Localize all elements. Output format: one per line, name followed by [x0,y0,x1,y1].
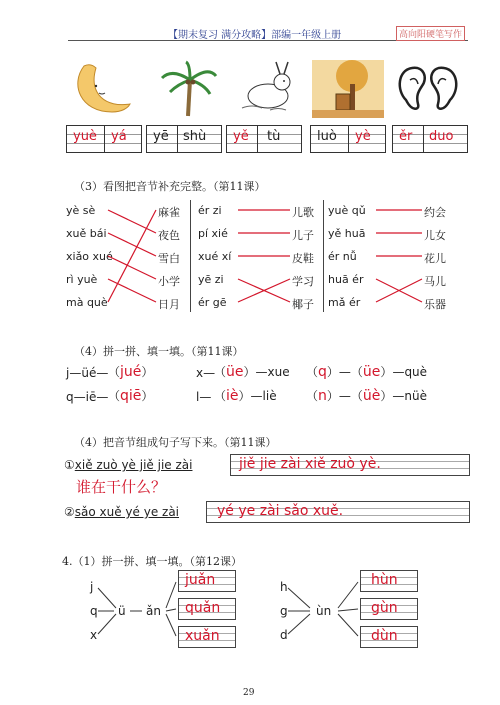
match-word: 花儿 [424,252,446,265]
sentence-answer: jiě jie zài xiě zuò yè. [239,456,381,472]
match-pinyin: xiǎo xué [66,250,113,263]
sentence-answer: yé ye zài sǎo xuě. [217,503,344,519]
pinyin-answer: yè [355,129,371,144]
match-pinyin: mà què [66,296,108,309]
answer-box: gùn [360,598,418,620]
medial: ü [118,604,126,618]
match-word: 麻雀 [158,206,180,219]
answer-box: quǎn [178,598,236,620]
match-pinyin: yuè qǔ [328,204,366,217]
match-word: 夜色 [158,229,180,242]
match-pinyin: ér nǚ [328,250,357,263]
spell-answer: q [318,364,327,380]
pinyin-given: tù [267,129,281,144]
match-pinyin: rì yuè [66,273,98,286]
match-pinyin: ér zi [198,204,222,217]
final: ǎn [146,604,161,618]
section4b-title: （4）把音节组成句子写下来。（第11课） [74,436,277,449]
handwritten-note: 谁在干什么？ [76,478,167,496]
spell-prompt: x— [196,366,216,380]
initial: h [280,580,288,594]
match-pinyin: yè sè [66,204,96,217]
answer-box: dùn [360,626,418,648]
spell-prompt: q—iē— [66,390,109,404]
match-word: 日月 [158,298,180,311]
spell-prompt: j—üé— [66,366,109,380]
section3-title: （3）看图把音节补充完整。（第11课） [74,180,266,193]
sentence-syllables: sǎo xuě yé ye zài [74,505,180,519]
match-pinyin: yē zi [198,273,224,286]
initial: q [90,604,98,618]
spell-prompt: —xue [255,365,290,379]
spell-answer: üè [362,388,381,404]
spell-answer: jué [120,364,142,380]
spell-answer: üe [226,364,244,380]
spell-answer: n [318,388,327,404]
match-word: 儿女 [424,229,446,242]
spell-prompt: —què [392,365,428,379]
sentence-item-2: ②sǎo xuě yé ye zài [64,505,180,519]
match-word: 皮鞋 [292,252,314,265]
match-pinyin: mǎ ér [328,296,361,309]
match-pinyin: ér gē [198,296,227,309]
section4c-title: 4.（1）拼一拼、填一填。（第12课） [62,555,242,568]
match-word: 约会 [424,206,446,219]
pinyin-answer: ěr [399,129,413,144]
spell-answer: qiē [120,388,142,404]
match-pinyin: pí xié [198,227,228,240]
initial: j [90,580,94,594]
pinyin-answer: yuè [73,129,97,144]
spell-answer: üe [362,364,381,380]
spell-prompt: —nüè [392,389,428,403]
section4a-title: （4）拼一拼、填一填。（第11课） [74,345,244,358]
sentence-item-1: ①xiě zuò yè jiě jie zài [64,458,193,472]
match-word: 儿歌 [292,206,314,219]
match-pinyin: xué xí [198,250,232,263]
match-pinyin: huā ér [328,273,364,286]
match-word: 儿子 [292,229,314,242]
match-word: 椰子 [292,298,314,311]
pinyin-answer: yě [233,129,249,144]
match-word: 学习 [292,275,314,288]
initial: g [280,604,288,618]
answer-box: hùn [360,570,418,592]
final: ùn [316,604,332,618]
spell-answer: iè [226,388,239,404]
match-word: 雪白 [158,252,180,265]
header-corner-label: 高向阳硬笔写作 [396,26,465,41]
pinyin-given: luò [317,129,337,144]
match-pinyin: yě huā [328,227,366,240]
match-word: 小学 [158,275,180,288]
sentence-syllables: xiě zuò yè jiě jie zài [74,458,193,472]
page-number: 29 [243,688,255,698]
pinyin-answer: duo [429,129,454,144]
match-word: 马儿 [424,275,446,288]
pinyin-answer: yá [111,129,127,144]
spell-prompt: l— [196,390,212,404]
header-title: 【期末复习 满分攻略】部编一年级上册 [168,30,342,41]
spell-prompt: —liè [250,389,277,403]
match-word: 乐器 [424,298,446,311]
match-pinyin: xuě bái [66,227,107,240]
pinyin-given: shù [183,129,207,144]
initial: d [280,628,288,642]
pinyin-given: yē [153,129,169,144]
answer-box: xuǎn [178,626,236,648]
initial: x [90,628,98,642]
answer-box: juǎn [178,570,236,592]
